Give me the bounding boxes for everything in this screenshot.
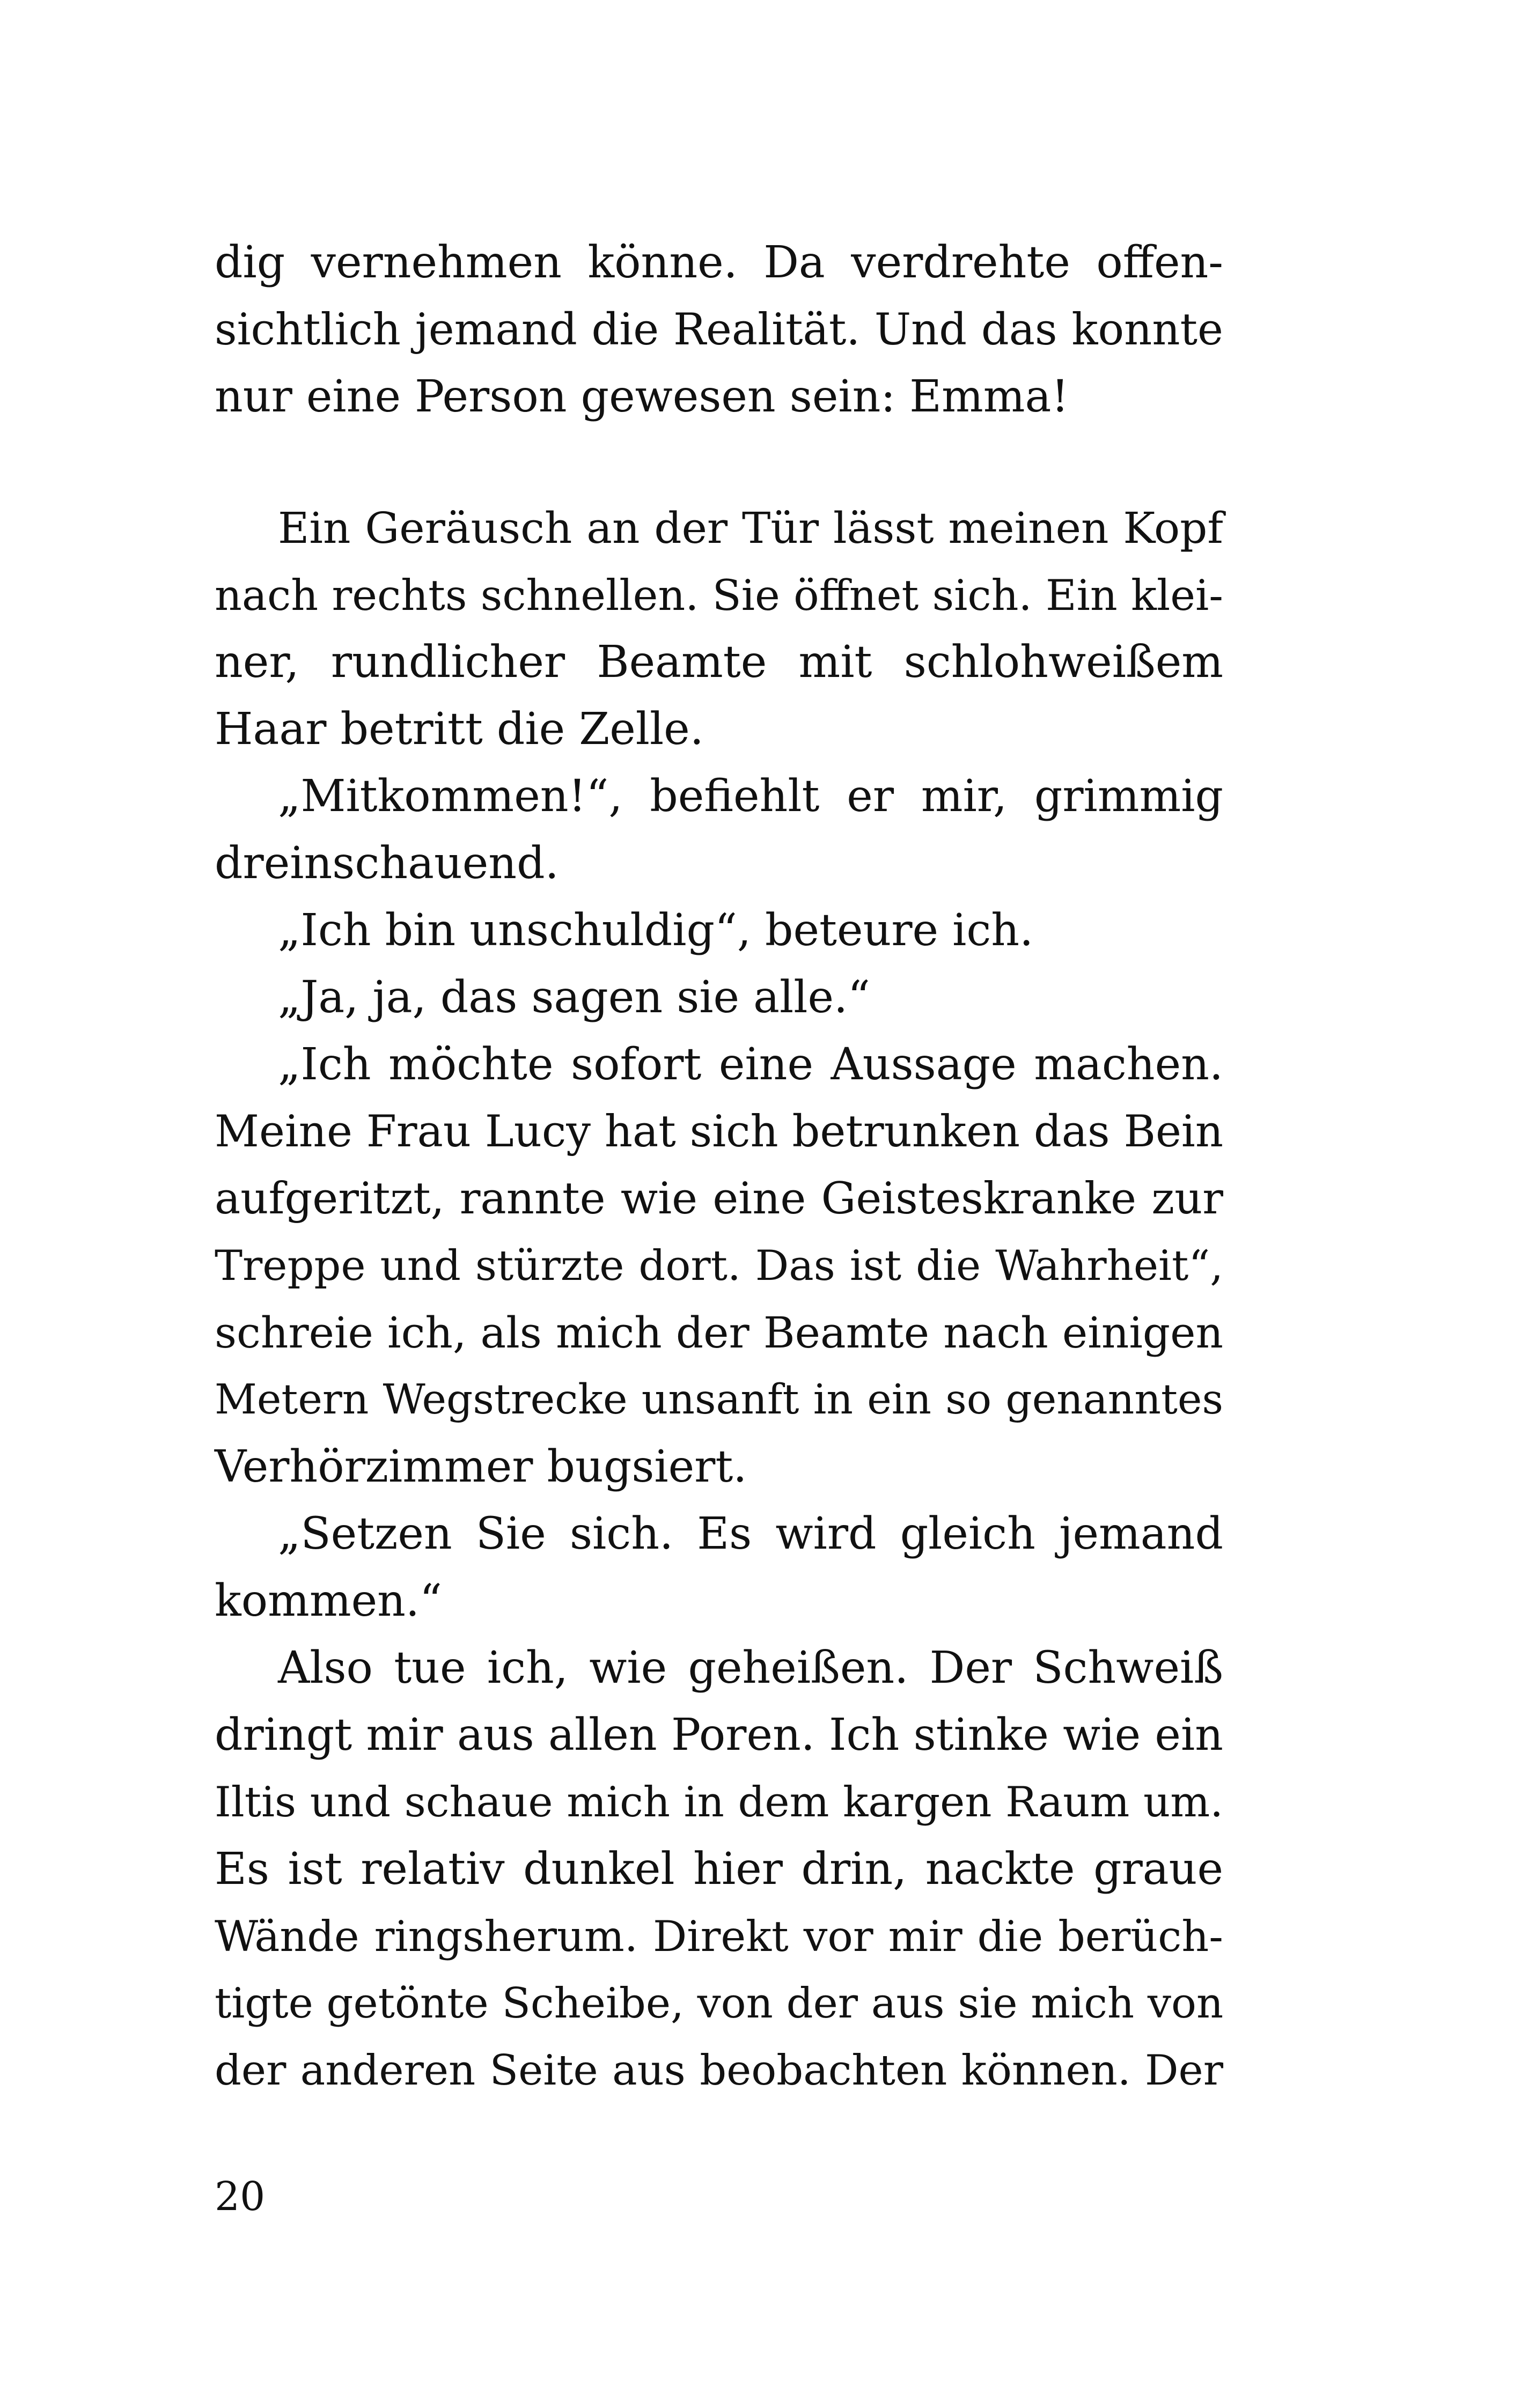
text-line: Haar betritt die Zelle. <box>215 704 704 755</box>
text-line: nur eine Person gewesen sein: Emma! <box>215 371 1069 422</box>
text-line: Es ist relativ dunkel hier drin, nackte graue <box>215 1844 1223 1895</box>
text-line: dreinschauend. <box>215 838 559 889</box>
text-line: Treppe und stürzte dort. Das ist die Wahrheit“, <box>215 1242 1223 1290</box>
text-line: schreie ich, als mich der Beamte nach einigen <box>215 1308 1223 1358</box>
text-line: „Setzen Sie sich. Es wird gleich jemand <box>278 1508 1223 1559</box>
text-line: Also tue ich, wie geheißen. Der Schweiß <box>278 1643 1223 1693</box>
text-line: dringt mir aus allen Poren. Ich stinke wie ein <box>215 1710 1223 1761</box>
text-line: Verhörzimmer bugsiert. <box>215 1441 747 1492</box>
text-line: dig vernehmen könne. Da verdrehte offen- <box>215 237 1223 288</box>
text-line: aufgeritzt, rannte wie eine Geisteskranke zur <box>215 1174 1223 1224</box>
text-line: „Ich bin unschuldig“, beteure ich. <box>278 905 1034 956</box>
text-line: „Ich möchte sofort eine Aussage machen. <box>278 1039 1223 1090</box>
text-line: kommen.“ <box>215 1575 442 1626</box>
text-line: „Mitkommen!“, befiehlt er mir, grimmig <box>278 771 1223 822</box>
text-line: Metern Wegstrecke unsanft in ein so genanntes <box>215 1376 1223 1424</box>
text-line: Meine Frau Lucy hat sich betrunken das Bein <box>215 1107 1223 1157</box>
text-line: sichtlich jemand die Realität. Und das konnte <box>215 305 1223 355</box>
text-line: ner, rundlicher Beamte mit schlohweißem <box>215 637 1223 688</box>
text-line: tigte getönte Scheibe, von der aus sie mich von <box>215 1979 1224 2028</box>
page-number: 20 <box>215 2174 266 2220</box>
text-line: nach rechts schnellen. Sie öffnet sich. Ein klei- <box>215 571 1223 620</box>
text-line: Wände ringsherum. Direkt vor mir die berüch- <box>215 1912 1223 1961</box>
text-line: „Ja, ja, das sagen sie alle.“ <box>278 972 870 1023</box>
text-line: der anderen Seite aus beobachten können. Der <box>215 2046 1223 2095</box>
text-line: Ein Geräusch an der Tür lässt meinen Kopf <box>278 503 1223 553</box>
text-line: Iltis und schaue mich in dem kargen Raum um. <box>215 1778 1223 1827</box>
